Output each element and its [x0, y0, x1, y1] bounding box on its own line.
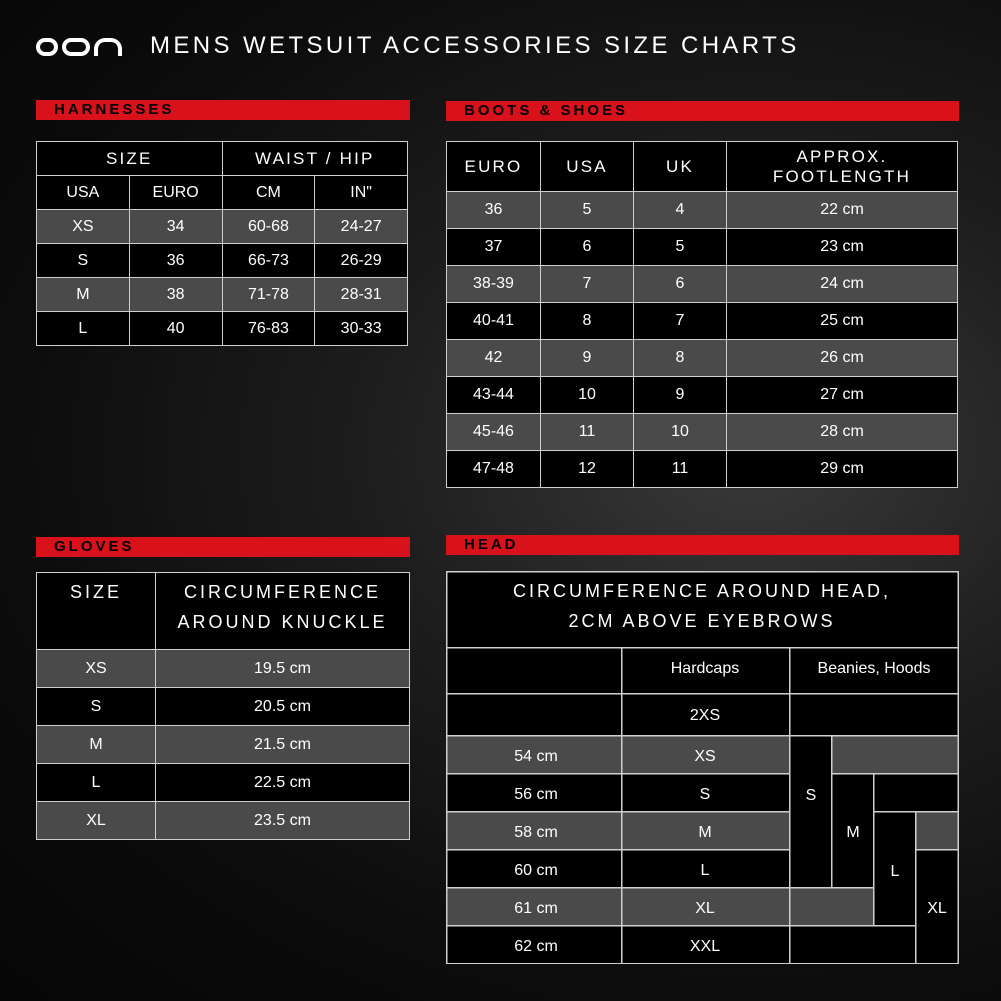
head-hardcap-label: XS	[694, 748, 716, 765]
beanie-size-l: L	[890, 863, 900, 880]
cell: 9	[541, 340, 634, 377]
gloves-size-header: SIZE	[37, 573, 156, 650]
table-row	[447, 192, 958, 229]
cell: 45-46	[447, 414, 541, 451]
cell: S	[37, 244, 130, 278]
head-2xs-beanie-blank	[790, 694, 959, 736]
cell: 5	[541, 192, 634, 229]
boots-table	[446, 141, 958, 488]
head-label: HEAD	[464, 536, 519, 553]
cell: 10	[634, 414, 727, 451]
table-row	[447, 340, 958, 377]
cell: 8	[634, 340, 727, 377]
cell: XL	[37, 802, 156, 840]
beanie-size-m: M	[846, 824, 860, 841]
cell: 40	[129, 312, 222, 346]
head-hardcap-2xs: 2XS	[689, 707, 721, 724]
table-row	[447, 266, 958, 303]
cell: 5	[634, 229, 727, 266]
table-row	[37, 764, 410, 802]
cell: 11	[634, 451, 727, 488]
table-row	[37, 802, 410, 840]
cell: 26 cm	[727, 340, 958, 377]
head-hardcap-label: L	[700, 862, 710, 879]
boots-header: APPROX. FOOTLENGTH	[727, 142, 958, 192]
gloves-section-bar	[36, 537, 410, 557]
cell: 38-39	[447, 266, 541, 303]
harness-sub-header: CM	[222, 176, 315, 210]
table-row	[447, 229, 958, 266]
cell: 47-48	[447, 451, 541, 488]
head-hardcap-label: M	[698, 824, 712, 841]
head-2xs-blank	[447, 694, 622, 736]
head-cm-label: 54 cm	[514, 748, 558, 765]
beanie-size-xl: XL	[927, 900, 947, 917]
gloves-circ-header-line: CIRCUMFERENCE	[183, 582, 381, 602]
boots-header: USA	[541, 142, 634, 192]
cell: L	[37, 764, 156, 802]
table-row	[37, 210, 408, 244]
cell: 36	[129, 244, 222, 278]
cell: 30-33	[315, 312, 408, 346]
cell: 6	[541, 229, 634, 266]
table-row	[37, 650, 410, 688]
cell: 24-27	[315, 210, 408, 244]
cell: 27 cm	[727, 377, 958, 414]
head-hardcaps-header: Hardcaps	[670, 660, 740, 677]
cell: 28-31	[315, 278, 408, 312]
cell: 11	[541, 414, 634, 451]
cell: 36	[447, 192, 541, 229]
cell: 23.5 cm	[156, 802, 410, 840]
cell: 12	[541, 451, 634, 488]
ion-logo	[36, 36, 122, 58]
gloves-table	[36, 572, 410, 840]
boots-label: BOOTS & SHOES	[464, 102, 629, 119]
head-empty-header	[447, 648, 622, 694]
cell: 26-29	[315, 244, 408, 278]
cell: 25 cm	[727, 303, 958, 340]
head-cm-label: 60 cm	[514, 862, 558, 879]
harness-sub-header: USA	[37, 176, 130, 210]
beanie-size-s-bar	[790, 736, 832, 888]
cell: 24 cm	[727, 266, 958, 303]
harness-waist-header: WAIST / HIP	[222, 142, 407, 176]
cell: 42	[447, 340, 541, 377]
table-row	[37, 726, 410, 764]
gloves-label: GLOVES	[54, 538, 135, 555]
harness-sub-header: EURO	[129, 176, 222, 210]
cell: 7	[634, 303, 727, 340]
table-row	[37, 688, 410, 726]
head-hardcap-label: S	[699, 786, 711, 803]
beanie-size-s: S	[805, 787, 817, 804]
cell: 29 cm	[727, 451, 958, 488]
head-cm-label: 61 cm	[514, 900, 558, 917]
cell: XS	[37, 210, 130, 244]
cell: 7	[541, 266, 634, 303]
cell: 22 cm	[727, 192, 958, 229]
cell: 9	[634, 377, 727, 414]
cell: 8	[541, 303, 634, 340]
table-row	[37, 244, 408, 278]
cell: 66-73	[222, 244, 315, 278]
head-caption-line: CIRCUMFERENCE AROUND HEAD,	[512, 581, 892, 601]
table-row	[447, 451, 958, 488]
head-section-bar	[446, 535, 959, 555]
head-caption-line: 2CM ABOVE EYEBROWS	[568, 611, 836, 631]
head-chart-svg	[446, 571, 959, 964]
cell: 6	[634, 266, 727, 303]
table-row	[447, 414, 958, 451]
table-row	[37, 312, 408, 346]
cell: 38	[129, 278, 222, 312]
harness-sub-header: IN"	[315, 176, 408, 210]
cell: 37	[447, 229, 541, 266]
cell: 19.5 cm	[156, 650, 410, 688]
gloves-circ-header-line: AROUND KNUCKLE	[177, 612, 388, 632]
cell: 10	[541, 377, 634, 414]
cell: M	[37, 726, 156, 764]
cell: S	[37, 688, 156, 726]
cell: 43-44	[447, 377, 541, 414]
head-cm-label: 58 cm	[514, 824, 558, 841]
table-row	[447, 303, 958, 340]
harnesses-table	[36, 141, 408, 346]
head-cm-label: 62 cm	[514, 938, 558, 955]
table-row	[37, 278, 408, 312]
head-cm-label: 56 cm	[514, 786, 558, 803]
boots-header: UK	[634, 142, 727, 192]
cell: 20.5 cm	[156, 688, 410, 726]
cell: 76-83	[222, 312, 315, 346]
cell: XS	[37, 650, 156, 688]
boots-header: EURO	[447, 142, 541, 192]
head-hardcap-label: XXL	[689, 938, 721, 955]
cell: 4	[634, 192, 727, 229]
table-row	[447, 377, 958, 414]
cell: M	[37, 278, 130, 312]
cell: L	[37, 312, 130, 346]
harnesses-section-bar	[36, 100, 410, 120]
cell: 23 cm	[727, 229, 958, 266]
cell: 34	[129, 210, 222, 244]
harnesses-label: HARNESSES	[54, 101, 175, 118]
harness-size-header: SIZE	[37, 142, 223, 176]
head-beanies-header: Beanies, Hoods	[817, 660, 931, 677]
cell: 40-41	[447, 303, 541, 340]
cell: 22.5 cm	[156, 764, 410, 802]
cell: 21.5 cm	[156, 726, 410, 764]
head-chart	[446, 571, 959, 964]
cell: 60-68	[222, 210, 315, 244]
boots-section-bar	[446, 101, 959, 121]
gloves-circ-header	[156, 573, 410, 650]
page-title: MENS WETSUIT ACCESSORIES SIZE CHARTS	[150, 32, 800, 59]
head-hardcap-label: XL	[695, 900, 715, 917]
cell: 28 cm	[727, 414, 958, 451]
cell: 71-78	[222, 278, 315, 312]
